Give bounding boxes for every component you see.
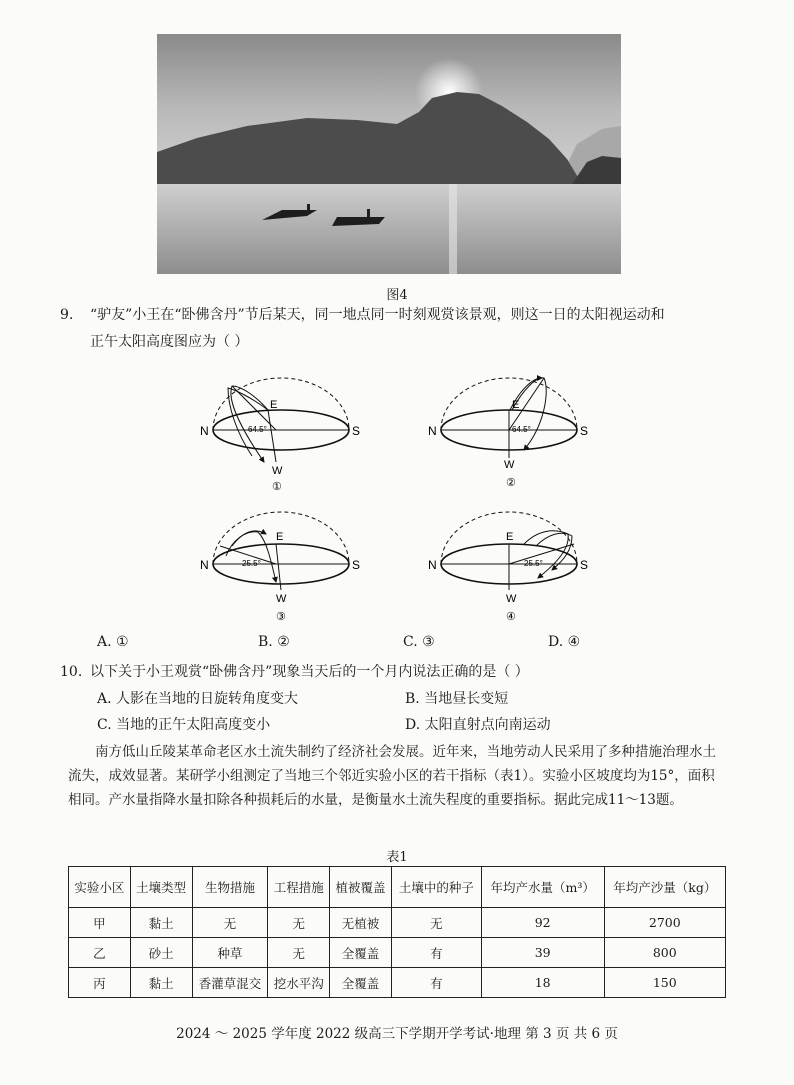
diagram-number: ① [272, 480, 282, 493]
west-label: W [504, 459, 515, 471]
angle-label: 25.5° [242, 559, 261, 568]
south-label: S [580, 424, 589, 438]
table-cell: 92 [481, 908, 604, 938]
question-number: 10. [60, 664, 83, 680]
east-label: E [506, 531, 514, 543]
north-label: N [428, 558, 437, 572]
table-cell: 丙 [69, 968, 131, 998]
table-cell: 全覆盖 [330, 938, 392, 968]
table-cell: 甲 [69, 908, 131, 938]
table-cell: 无 [192, 908, 268, 938]
table-row [69, 968, 726, 998]
question-stem: 以下关于小王观赏“卧佛含丹”现象当天后的一个月内说法正确的是（ ） [90, 664, 529, 680]
table-cell: 800 [604, 938, 725, 968]
table-cell: 2700 [604, 908, 725, 938]
q10-option-d[interactable]: D. 太阳直射点向南运动 [405, 717, 551, 733]
east-label: E [276, 531, 284, 543]
column-header: 年均产水量（m³） [481, 867, 604, 908]
angle-label: 64.5° [248, 425, 267, 434]
reading-passage: 南方低山丘陵某革命老区水土流失制约了经济社会发展。近年来，当地劳动人民采用了多种措施治理水土流失，成效显著。某研学小组测定了当地三个邻近实验小区的若干指标（表1）。实验小区坡度均为15°，面积相同。产水量指降水量扣除各种损耗后的水量，是衡量水土流失程度的重要指标。据此完成11～13题。 [68, 744, 716, 808]
table-cell: 39 [481, 938, 604, 968]
north-label: N [428, 424, 437, 438]
question-10 [60, 659, 529, 686]
sun-path-diagram-2 [424, 366, 594, 500]
table-cell: 150 [604, 968, 725, 998]
q9-option-c[interactable]: C. ③ [403, 634, 435, 650]
table-title: 表1 [386, 850, 408, 865]
table-header-row [69, 867, 726, 908]
table-cell: 无 [391, 908, 481, 938]
column-header: 生物措施 [192, 867, 268, 908]
q10-option-c[interactable]: C. 当地的正午太阳高度变小 [97, 717, 271, 733]
table-cell: 无 [268, 938, 330, 968]
column-header: 年均产沙量（kg） [604, 867, 725, 908]
figure-4-photo [157, 34, 621, 274]
table-cell: 香灌草混交 [192, 968, 268, 998]
column-header: 实验小区 [69, 867, 131, 908]
lake-sunset-photo [157, 34, 621, 274]
q9-option-b[interactable]: B. ② [258, 634, 290, 650]
figure-caption: 图4 [386, 288, 408, 303]
table-cell: 乙 [69, 938, 131, 968]
column-header: 工程措施 [268, 867, 330, 908]
table-cell: 黏土 [130, 908, 192, 938]
table-cell: 有 [391, 938, 481, 968]
table-row [69, 938, 726, 968]
table-cell: 黏土 [130, 968, 192, 998]
south-label: S [352, 424, 361, 438]
south-label: S [580, 558, 589, 572]
q9-option-d[interactable]: D. ④ [548, 634, 581, 650]
page-footer: 2024 ～ 2025 学年度 2022 级高三下学期开学考试·地理 第 3 页 共 6 页 [176, 1026, 618, 1042]
north-label: N [200, 558, 209, 572]
column-header: 土壤类型 [130, 867, 192, 908]
q10-option-b[interactable]: B. 当地昼长变短 [405, 691, 509, 707]
angle-label: 64.5° [512, 425, 531, 434]
diagram-number: ③ [276, 610, 286, 623]
q9-option-a[interactable]: A. ① [97, 634, 129, 650]
east-label: E [270, 399, 278, 411]
table-cell: 全覆盖 [330, 968, 392, 998]
sun-path-diagram-4 [424, 500, 594, 634]
diagram-number: ④ [506, 610, 516, 623]
west-label: W [506, 593, 517, 605]
table-cell: 无植被 [330, 908, 392, 938]
sun-path-diagram-1 [196, 366, 366, 500]
south-label: S [352, 558, 361, 572]
west-label: W [272, 465, 283, 477]
west-label: W [276, 593, 287, 605]
table-cell: 砂土 [130, 938, 192, 968]
north-label: N [200, 424, 209, 438]
question-stem-continued: 正午太阳高度图应为（ ） [90, 334, 249, 350]
table-cell: 18 [481, 968, 604, 998]
diagram-number: ② [506, 476, 516, 489]
column-header: 植被覆盖 [330, 867, 392, 908]
angle-label: 25.5° [524, 559, 543, 568]
sun-path-diagram-3 [196, 500, 366, 634]
table-cell: 种草 [192, 938, 268, 968]
table-cell: 挖水平沟 [268, 968, 330, 998]
table-row [69, 908, 726, 938]
data-table [68, 866, 726, 998]
question-stem: “驴友”小王在“卧佛含丹”节后某天，同一地点同一时刻观赏该景观，则这一日的太阳视运动和 [90, 307, 665, 323]
column-header: 土壤中的种子 [391, 867, 481, 908]
question-9 [60, 302, 740, 356]
q10-option-a[interactable]: A. 人影在当地的日旋转角度变大 [97, 691, 299, 707]
table-cell: 无 [268, 908, 330, 938]
question-number: 9. [60, 307, 74, 323]
table-cell: 有 [391, 968, 481, 998]
east-label: E [512, 399, 520, 411]
